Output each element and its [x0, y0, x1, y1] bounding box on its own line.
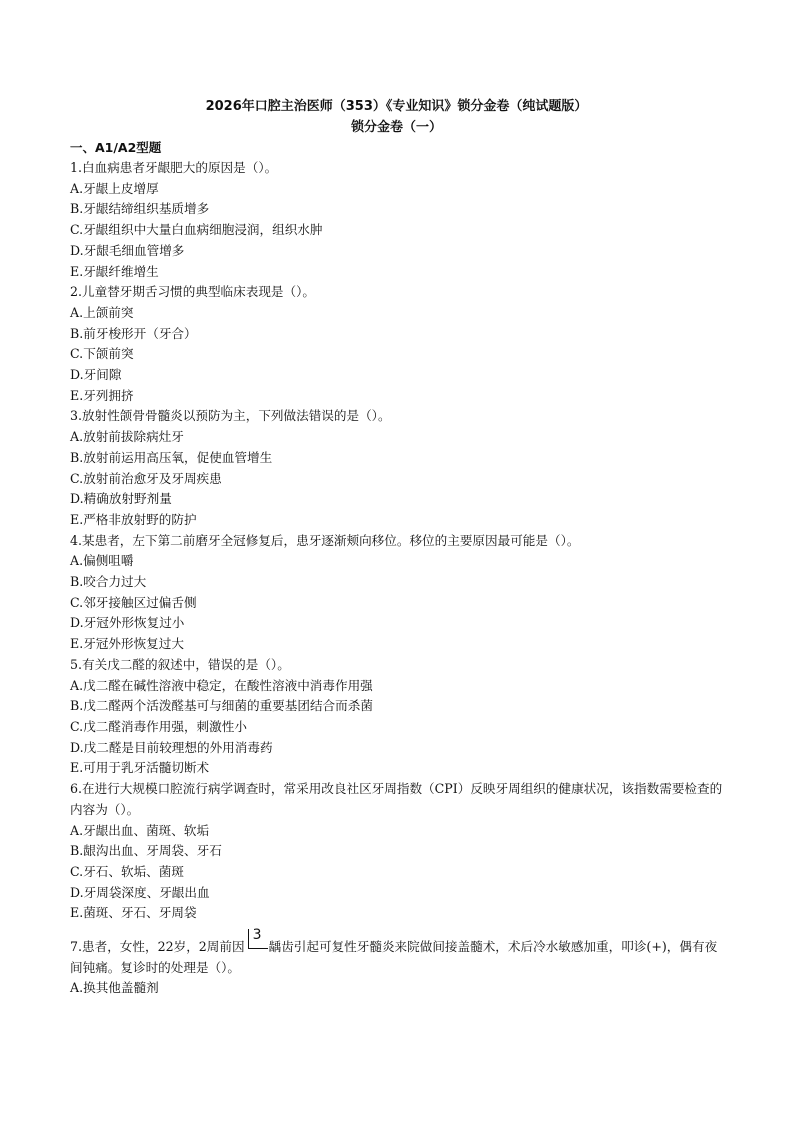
question-6-option-d: D.牙周袋深度、牙龈出血 [70, 884, 210, 900]
question-3-option-b: B.放射前运用高压氧，促使血管增生 [70, 449, 273, 465]
question-4-option-c: C.邻牙接触区过偏舌侧 [70, 594, 197, 610]
question-3-option-d: D.精确放射野剂量 [70, 491, 172, 507]
question-4-stem: 4.某患者，左下第二前磨牙全冠修复后，患牙逐渐颊向移位。移位的主要原因最可能是（）。 [70, 532, 580, 548]
question-7-option-a: A.换其他盖髓剂 [70, 980, 159, 996]
document-subtitle: 锁分金卷（一） [350, 120, 442, 135]
question-1-option-d: D.牙龈毛细血管增多 [70, 242, 185, 258]
question-1-option-b: B.牙龈结缔组织基质增多 [70, 201, 210, 217]
question-1-stem: 1.白血病患者牙龈肥大的原因是（）。 [70, 160, 278, 175]
question-5-option-a: A.戊二醛在碱性溶液中稳定，在酸性溶液中消毒作用强 [70, 677, 373, 693]
question-6-option-a: A.牙龈出血、菌斑、软垢 [70, 822, 210, 838]
question-list [70, 158, 726, 999]
question-5 [70, 655, 726, 779]
question-5-stem: 5.有关戊二醛的叙述中，错误的是（）。 [70, 656, 290, 672]
question-2-option-b: B.前牙梭形开（牙合） [70, 325, 197, 341]
question-5-option-b: B.戊二醛两个活泼醛基可与细菌的重要基团结合而杀菌 [70, 698, 373, 714]
question-3-option-a: A.放射前拔除病灶牙 [70, 429, 184, 445]
question-7-stem [70, 927, 726, 978]
tooth-position-notation [246, 927, 268, 953]
question-5-option-c: C.戊二醛消毒作用强，刺激性小 [70, 718, 247, 734]
question-1-option-e: E.牙龈纤维增生 [70, 263, 159, 279]
question-3-option-c: C.放射前治愈牙及牙周疾患 [70, 470, 222, 486]
question-7 [70, 927, 726, 999]
question-6-option-b: B.龈沟出血、牙周袋、牙石 [70, 843, 222, 859]
section-heading: 一、A1/A2型题 [70, 140, 162, 155]
tooth-number: 3 [252, 927, 262, 944]
question-5-option-d: D.戊二醛是目前较理想的外用消毒药 [70, 739, 273, 755]
question-7-stem-after: 龋齿引起可复性牙髓炎来院做间接盖髓术，术后冷水敏感加重，叩诊(+)，偶有夜间钝痛。复诊时的处理是（）。 [70, 939, 718, 976]
question-2 [70, 282, 726, 406]
question-4-option-e: E.牙冠外形恢复过大 [70, 636, 184, 652]
question-2-option-e: E.牙列拥挤 [70, 387, 134, 403]
question-3 [70, 406, 726, 530]
question-2-option-d: D.牙间隙 [70, 367, 122, 383]
question-4-option-b: B.咬合力过大 [70, 574, 147, 590]
question-6-stem: 6.在进行大规模口腔流行病学调查时，常采用改良社区牙周指数（CPI）反映牙周组织的健康状况，该指数需要检查的内容为（）。 [70, 781, 723, 817]
question-1-option-a: A.牙龈上皮增厚 [70, 180, 159, 196]
question-4-option-a: A.偏侧咀嚼 [70, 553, 134, 569]
question-6-option-c: C.牙石、软垢、菌斑 [70, 863, 184, 879]
question-2-stem: 2.儿童替牙期舌习惯的典型临床表现是（）。 [70, 284, 315, 300]
question-1 [70, 158, 726, 282]
question-5-option-e: E.可用于乳牙活髓切断术 [70, 760, 210, 776]
question-3-stem: 3.放射性颌骨骨髓炎以预防为主，下列做法错误的是（）。 [70, 408, 391, 424]
question-6 [70, 779, 726, 924]
question-3-option-e: E.严格非放射野的防护 [70, 511, 197, 527]
question-4-option-d: D.牙冠外形恢复过小 [70, 615, 185, 631]
document-title: 2026年口腔主治医师（353）《专业知识》锁分金卷（纯试题版） [205, 99, 588, 114]
question-4 [70, 531, 726, 655]
question-1-option-c: C.牙龈组织中大量白血病细胞浸润，组织水肿 [70, 222, 323, 238]
question-7-stem-before: 7.患者，女性，22岁，2周前因 [70, 939, 245, 955]
question-2-option-a: A.上颌前突 [70, 304, 134, 320]
question-2-option-c: C.下颌前突 [70, 346, 134, 362]
question-6-option-e: E.菌斑、牙石、牙周袋 [70, 905, 197, 921]
